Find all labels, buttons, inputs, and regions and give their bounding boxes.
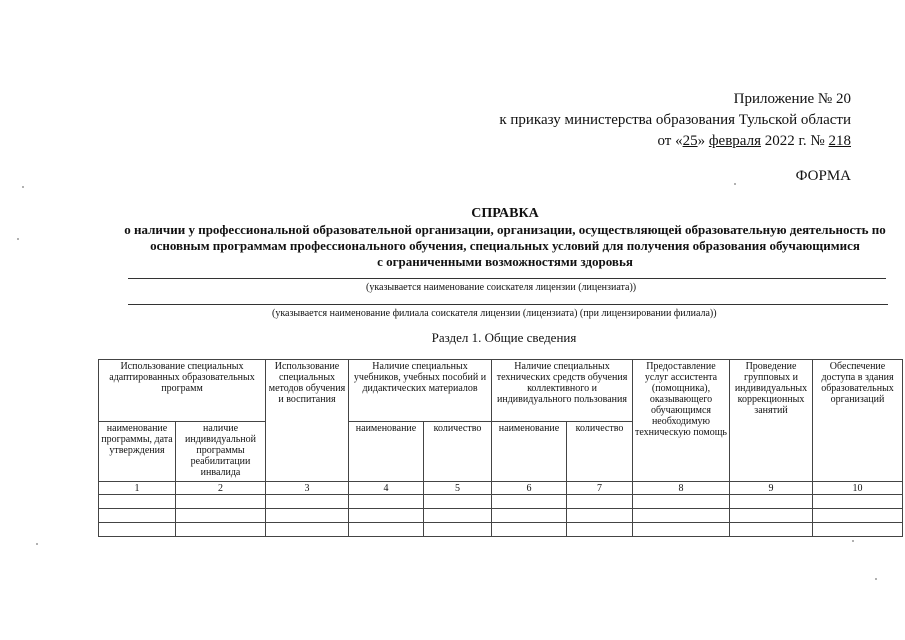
order-mid: » <box>697 133 709 149</box>
subheader-program-name: наименование программы, дата утверждения <box>99 422 176 482</box>
table-cell[interactable] <box>492 495 567 509</box>
table-cell[interactable] <box>492 523 567 537</box>
table-cell[interactable] <box>349 509 424 523</box>
column-number: 4 <box>349 482 424 495</box>
table-cell[interactable] <box>424 495 492 509</box>
scan-speck <box>17 238 19 240</box>
title-line-3: с ограниченными возможностями здоровья <box>377 254 633 269</box>
column-number: 9 <box>730 482 813 495</box>
table-cell[interactable] <box>99 509 176 523</box>
header-building-access: Обеспечение доступа в здания образовательных организаций <box>813 360 903 482</box>
table-header-row <box>99 360 903 422</box>
table-cell[interactable] <box>813 495 903 509</box>
title-main: СПРАВКА <box>471 206 539 221</box>
order-number: 218 <box>828 133 851 149</box>
table-row <box>99 509 903 523</box>
order-year: 2022 г. № <box>760 133 829 149</box>
table-cell[interactable] <box>349 523 424 537</box>
table-cell[interactable] <box>349 495 424 509</box>
scan-speck <box>875 578 877 580</box>
table-row <box>99 495 903 509</box>
table-cell[interactable] <box>633 495 730 509</box>
header-group-classes: Проведение групповых и индивидуальных коррекционных занятий <box>730 360 813 482</box>
column-number: 7 <box>567 482 633 495</box>
column-number: 3 <box>266 482 349 495</box>
header-technical-means: Наличие специальных технических средств обучения коллективного и индивидуального пользования <box>492 360 633 422</box>
table-cell[interactable] <box>813 509 903 523</box>
document-title <box>0 206 905 270</box>
table-cell[interactable] <box>266 523 349 537</box>
subheader-individual-program: наличие индивидуальной программы реабилитации инвалида <box>176 422 266 482</box>
table-cell[interactable] <box>567 523 633 537</box>
header-programs: Использование специальных адаптированных образовательных программ <box>99 360 266 422</box>
order-month: февраля <box>708 133 761 149</box>
table-cell[interactable] <box>492 509 567 523</box>
table-cell[interactable] <box>567 495 633 509</box>
order-day: 25 <box>682 133 698 149</box>
header-assistant: Предоставление услуг ассистента (помощника), оказывающего обучающимся необходимую техническую помощь <box>633 360 730 482</box>
scan-speck <box>22 186 24 188</box>
table-cell[interactable] <box>424 509 492 523</box>
header-methods: Использование специальных методов обучения и воспитания <box>266 360 349 482</box>
table-cell[interactable] <box>266 509 349 523</box>
licensee-caption: (указывается наименование соискателя лицензии (лицензиата)) <box>366 282 637 293</box>
form-label: ФОРМА <box>795 168 851 184</box>
subheader-tech-name: наименование <box>492 422 567 482</box>
appendix-reference <box>499 89 851 152</box>
table-cell[interactable] <box>176 495 266 509</box>
column-number-row <box>99 482 903 495</box>
licensee-line <box>128 278 886 279</box>
table-cell[interactable] <box>730 495 813 509</box>
table-cell[interactable] <box>567 509 633 523</box>
column-number: 2 <box>176 482 266 495</box>
table-cell[interactable] <box>176 509 266 523</box>
table-cell[interactable] <box>633 509 730 523</box>
subheader-textbook-name: наименование <box>349 422 424 482</box>
table-cell[interactable] <box>424 523 492 537</box>
header-textbooks: Наличие специальных учебников, учебных пособий и дидактических материалов <box>349 360 492 422</box>
column-number: 1 <box>99 482 176 495</box>
title-line-2: основным программам профессионального обучения, специальных условий для получения образования обучающимися <box>150 238 860 253</box>
appendix-order-date <box>499 131 851 152</box>
order-prefix: от « <box>657 133 683 149</box>
column-number: 6 <box>492 482 567 495</box>
appendix-number: Приложение № 20 <box>733 91 851 107</box>
table-cell[interactable] <box>99 495 176 509</box>
column-number: 8 <box>633 482 730 495</box>
table-cell[interactable] <box>266 495 349 509</box>
subheader-tech-quantity: количество <box>567 422 633 482</box>
table-cell[interactable] <box>730 509 813 523</box>
table-row <box>99 523 903 537</box>
table-cell[interactable] <box>730 523 813 537</box>
subheader-textbook-quantity: количество <box>424 422 492 482</box>
table-cell[interactable] <box>813 523 903 537</box>
branch-caption: (указывается наименование филиала соискателя лицензии (лицензиата) (при лицензировании филиала)) <box>272 308 717 319</box>
section-title: Раздел 1. Общие сведения <box>431 330 577 345</box>
general-info-table <box>98 359 903 537</box>
scan-speck <box>36 543 38 545</box>
scan-speck <box>734 183 736 185</box>
table-cell[interactable] <box>99 523 176 537</box>
column-number: 5 <box>424 482 492 495</box>
branch-line <box>128 304 888 305</box>
title-line-1: о наличии у профессиональной образовательной организации, организации, осуществляющей образовательную деятельность по <box>124 222 886 237</box>
column-number: 10 <box>813 482 903 495</box>
scan-speck <box>852 540 854 542</box>
table-cell[interactable] <box>176 523 266 537</box>
appendix-order-reference: к приказу министерства образования Тульской области <box>499 112 851 128</box>
table-cell[interactable] <box>633 523 730 537</box>
